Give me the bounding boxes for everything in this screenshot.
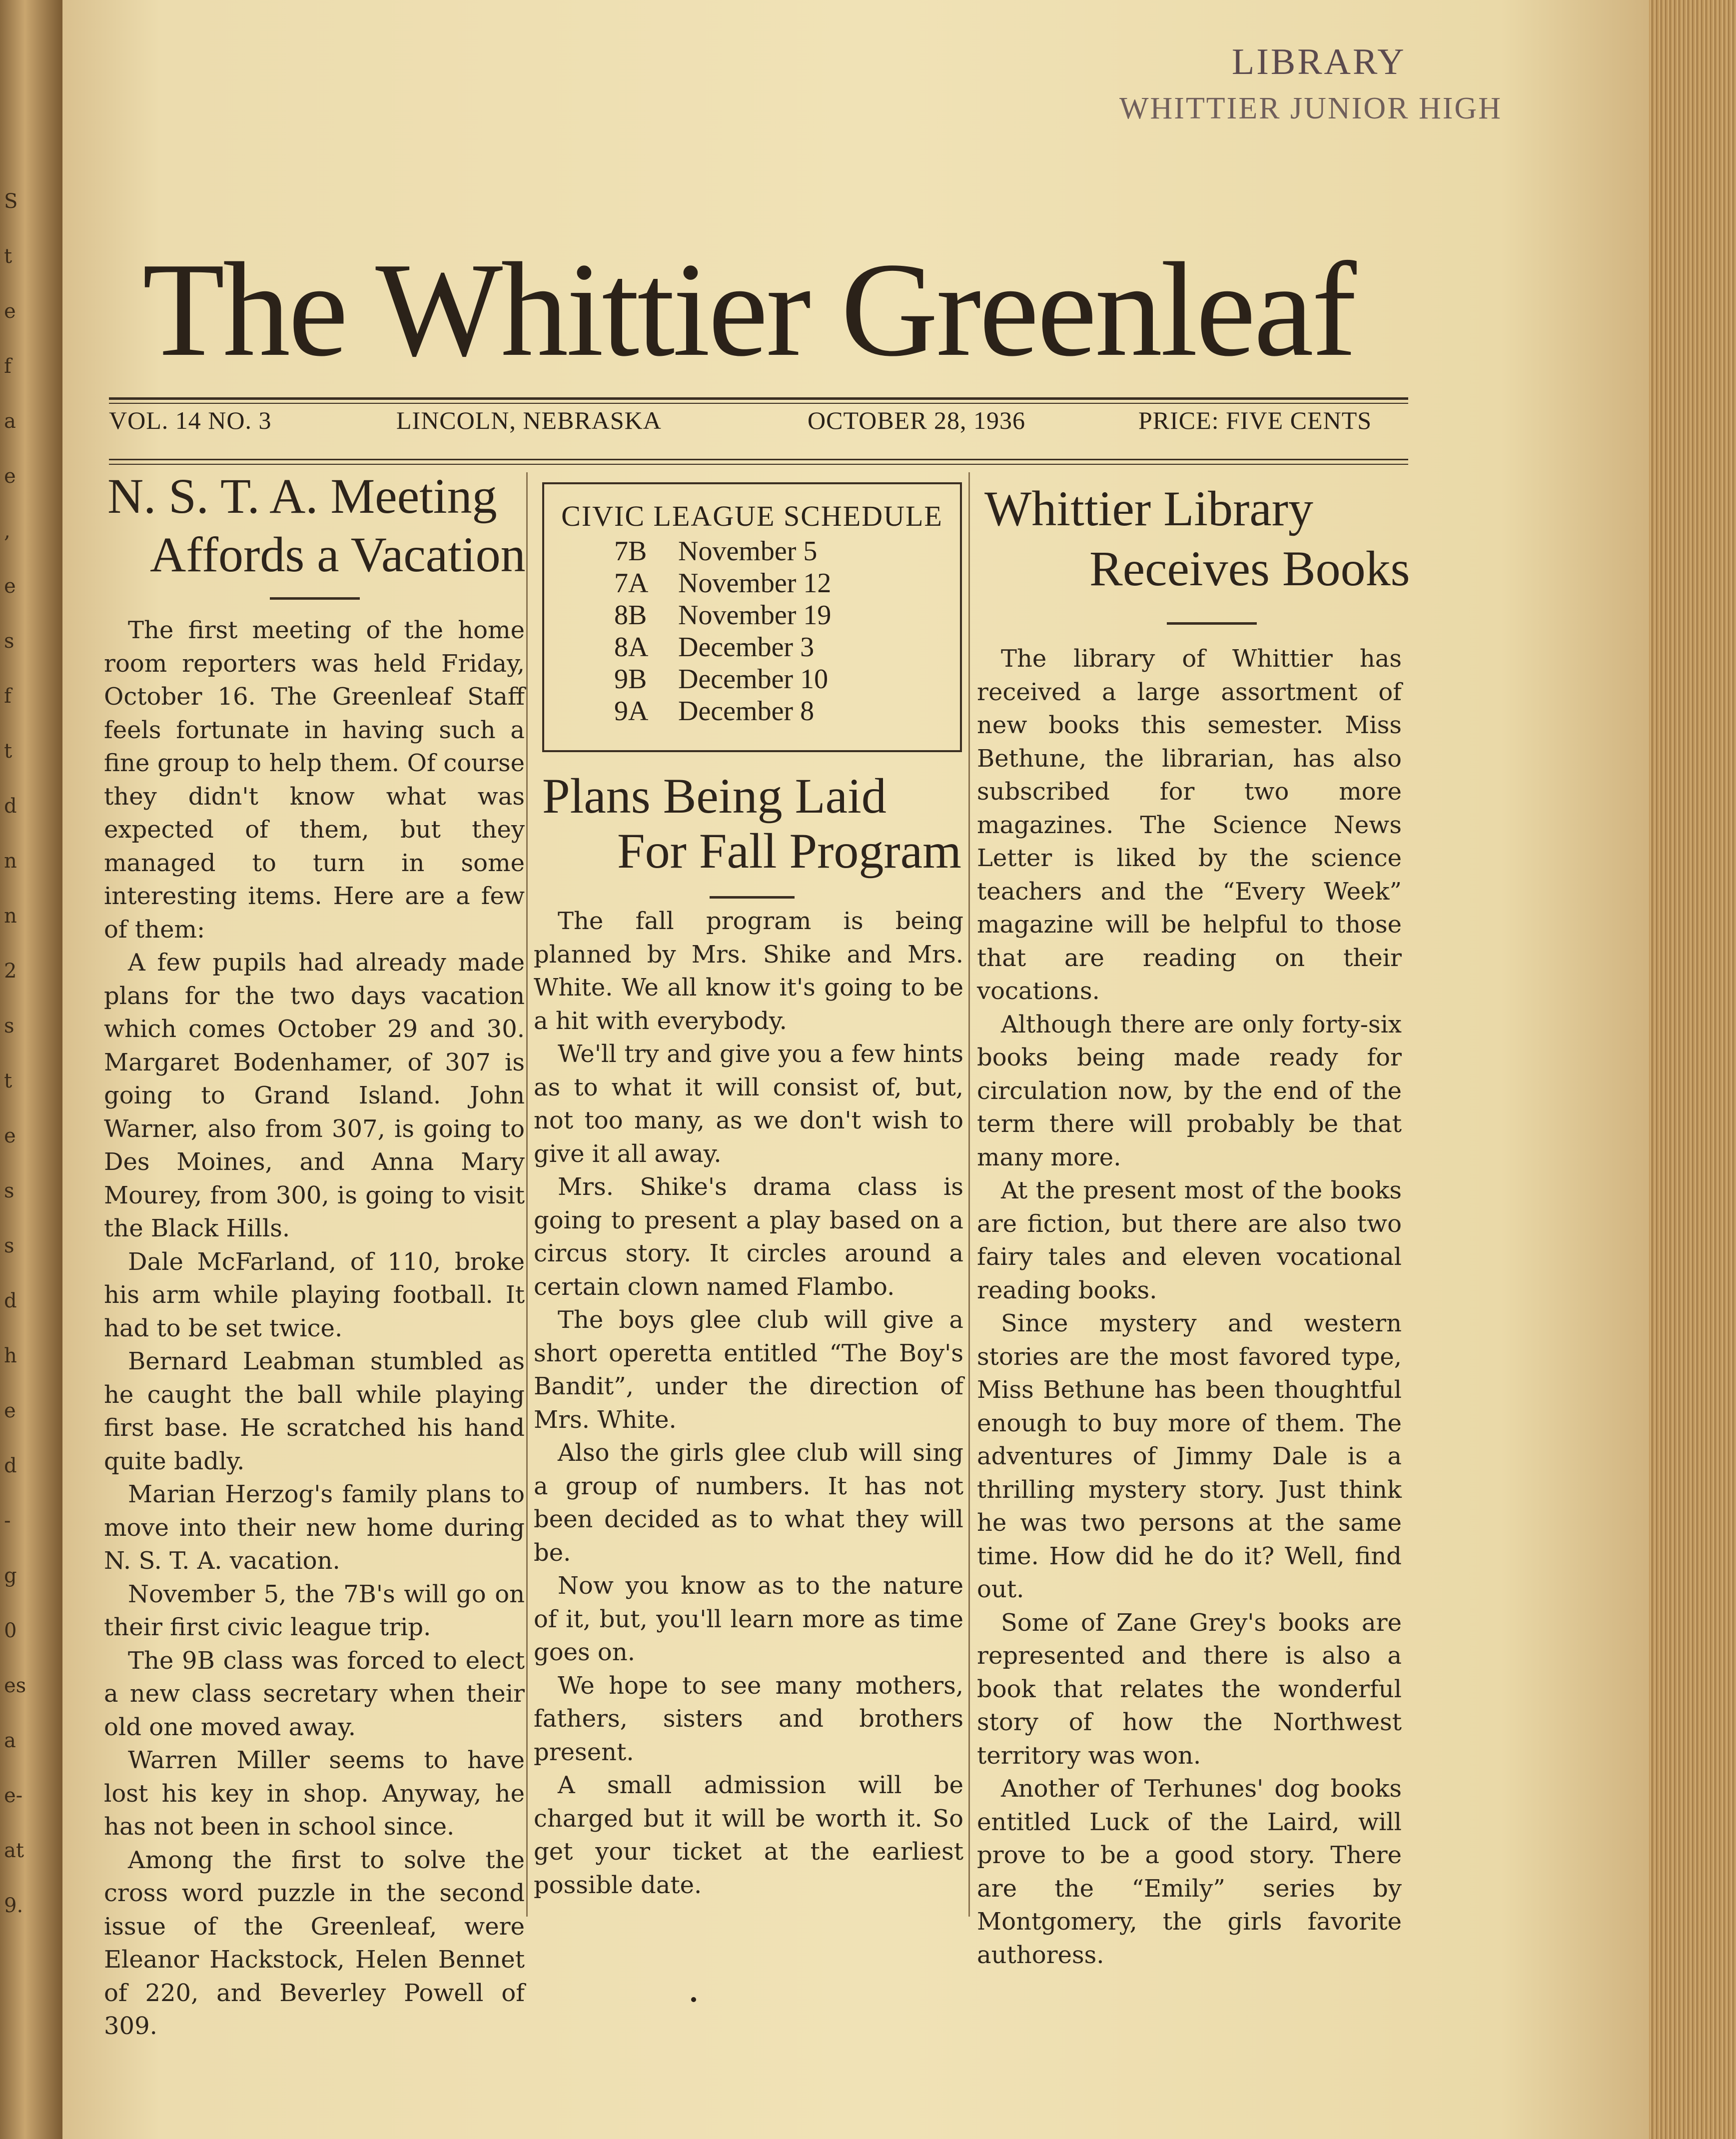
schedule-grade: 8B — [614, 600, 647, 631]
adjacent-page-letter: n — [4, 905, 17, 928]
schedule-row — [614, 535, 817, 567]
adjacent-page-letter: 9. — [4, 1894, 23, 1917]
article-program-body — [534, 905, 963, 1902]
headline-library-line2: Receives Books — [1089, 541, 1410, 596]
headline-rule-program — [710, 896, 795, 899]
schedule-grade: 8A — [614, 632, 649, 663]
adjacent-page-letter: 0 — [4, 1619, 17, 1642]
dateline-rule-bottom — [109, 459, 1408, 460]
adjacent-page-letter: e — [4, 1124, 16, 1147]
paragraph: We hope to see many mothers, fathers, sisters and brothers present. — [534, 1671, 963, 1766]
adjacent-page-letter: es — [4, 1674, 26, 1697]
adjacent-page-letter: t — [4, 245, 12, 268]
schedule-date: November 19 — [678, 600, 832, 631]
paragraph: Dale McFarland, of 110, broke his arm while playing football. It had to be set twice. — [104, 1247, 525, 1342]
masthead-rule-top — [109, 397, 1408, 400]
paragraph: A small admission will be charged but it will be worth it. So get your ticket at the earliest possible date. — [534, 1771, 963, 1899]
adjacent-page-letter: h — [4, 1344, 17, 1367]
headline-program-line2: For Fall Program — [617, 823, 961, 879]
schedule-row — [614, 695, 814, 727]
headline-nsta-line2: Affords a Vacation — [150, 527, 526, 582]
paragraph: At the present most of the books are fiction, but there are also two fairy tales and eleven vocational reading books. — [977, 1176, 1402, 1304]
dateline — [109, 406, 1408, 441]
paragraph: Another of Terhunes' dog books entitled Luck of the Laird, will prove to be a good story. There are the “Emily” series by Montgomery, the girls favorite authoress. — [977, 1775, 1402, 1969]
dateline-price: PRICE: FIVE CENTS — [1138, 406, 1372, 434]
adjacent-page-letter: n — [4, 850, 17, 873]
paragraph: Since mystery and western stories are the most favored type, Miss Bethune has been thoughtful enough to buy more of them. The adventures of Jimmy Dale is a thrilling mystery story. Just think he was two persons at the same time. How did he do it? Well, find out. — [977, 1309, 1402, 1603]
adjacent-page-letter: e — [4, 575, 16, 598]
stamp-line-school: WHITTIER JUNIOR HIGH — [1119, 91, 1502, 125]
adjacent-page-edge — [0, 0, 62, 2139]
volume-number: VOL. 14 NO. 3 — [109, 406, 272, 434]
schedule-row — [614, 599, 831, 631]
adjacent-page-letter: 2 — [4, 960, 17, 983]
paragraph: The 9B class was forced to elect a new class secretary when their old one moved away. — [104, 1646, 525, 1741]
adjacent-page-letter: a — [4, 1729, 16, 1752]
paragraph: Marian Herzog's family plans to move into their new home during N. S. T. A. vacation. — [104, 1480, 525, 1575]
adjacent-page-letter: e — [4, 1399, 16, 1422]
schedule-grade: 9B — [614, 664, 647, 695]
adjacent-page-letter: s — [4, 1234, 14, 1257]
adjacent-page-letter: e — [4, 465, 16, 488]
paragraph: Warren Miller seems to have lost his key in shop. Anyway, he has not been in school since. — [104, 1746, 525, 1841]
column-divider-1 — [526, 472, 528, 1917]
article-library-body — [977, 642, 1402, 1972]
paragraph: The library of Whittier has received a large assortment of new books this semester. Miss Bethune, the librarian, has also subscribed for two more magazines. The Science News Letter is liked by the science teachers and the “Every Week” magazine will be helpful to those that are reading on their vocations. — [977, 645, 1402, 1005]
paragraph: The fall program is being planned by Mrs. Shike and Mrs. White. We all know it's going to be a hit with everybody. — [534, 907, 963, 1035]
adjacent-page-letter: e- — [4, 1784, 23, 1807]
headline-library-line1: Whittier Library — [984, 481, 1314, 536]
paragraph: We'll try and give you a few hints as to what it will consist of, but, not too many, as we don't wish to give it all away. — [534, 1040, 963, 1168]
schedule-date: December 3 — [678, 632, 815, 663]
adjacent-page-letter: s — [4, 1179, 14, 1202]
book-fore-edge — [1649, 0, 1736, 2139]
adjacent-page-letter: e — [4, 300, 16, 323]
paragraph: The boys glee club will give a short operetta entitled “The Boy's Bandit”, under the direction of Mrs. White. — [534, 1306, 963, 1434]
paragraph: Although there are only forty-six books being made ready for circulation now, by the end of the term there will probably be that many more. — [977, 1010, 1402, 1171]
newspaper-title: The Whittier Greenleaf — [142, 235, 1355, 384]
adjacent-page-letter: d — [4, 1289, 17, 1312]
dateline-place: LINCOLN, NEBRASKA — [396, 406, 662, 434]
paragraph: Now you know as to the nature of it, but, you'll learn more as time goes on. — [534, 1572, 963, 1666]
adjacent-page-letter: f — [4, 355, 11, 378]
adjacent-page-letter: t — [4, 1070, 12, 1092]
schedule-grade: 7B — [614, 536, 647, 567]
adjacent-page-letter: S — [4, 190, 18, 213]
paragraph: A few pupils had already made plans for the two days vacation which comes October 29 and 30. Margaret Bodenhamer, of 307 is going to Grand Island. John Warner, also from 307, is going to Des Moines, and Anna Mary Mourey, from 300, is going to visit the Black Hills. — [104, 949, 525, 1242]
masthead-rule-top-thin — [109, 403, 1408, 404]
dateline-date: OCTOBER 28, 1936 — [808, 406, 1025, 434]
adjacent-page-letter: , — [4, 520, 10, 543]
schedule-date: November 5 — [678, 536, 818, 567]
stamp-line-library: LIBRARY — [1232, 41, 1406, 82]
paragraph: Bernard Leabman stumbled as he caught the ball while playing first base. He scratched his hand quite badly. — [104, 1347, 525, 1475]
schedule-date: December 8 — [678, 696, 815, 727]
page-speck — [691, 1997, 696, 2002]
headline-program-line1: Plans Being Laid — [542, 768, 886, 824]
headline-rule-nsta — [270, 597, 360, 600]
library-stamp — [1089, 41, 1569, 141]
schedule-grade: 7A — [614, 568, 649, 599]
civic-league-title: CIVIC LEAGUE SCHEDULE — [561, 500, 943, 532]
adjacent-page-letter: s — [4, 630, 14, 653]
adjacent-page-letter: g — [4, 1564, 17, 1587]
paragraph: Also the girls glee club will sing a group of numbers. It has not been decided as to what they will be. — [534, 1439, 963, 1567]
adjacent-page-letter: s — [4, 1015, 14, 1038]
paragraph: Some of Zane Grey's books are represented and there is also a book that relates the wonderful story of how the Northwest territory was won. — [977, 1608, 1402, 1770]
paragraph: The first meeting of the home room reporters was held Friday, October 16. The Greenleaf Staff feels fortunate in having such a fine group to help them. Of course they didn't know what was expected of them, but they managed to turn in some interesting items. Here are a few of them: — [104, 616, 525, 944]
adjacent-page-letter: f — [4, 685, 11, 708]
schedule-row — [614, 567, 831, 599]
civic-league-schedule-box — [542, 482, 962, 752]
adjacent-page-letter: at — [4, 1839, 24, 1862]
schedule-row — [614, 663, 828, 695]
paragraph: Among the first to solve the cross word puzzle in the second issue of the Greenleaf, were Eleanor Hackstock, Helen Bennet of 220, and Beverley Powell of 309. — [104, 1846, 525, 2040]
schedule-date: December 10 — [678, 664, 829, 695]
paragraph: November 5, the 7B's will go on their first civic league trip. — [104, 1580, 525, 1641]
adjacent-page-letter: - — [4, 1509, 11, 1532]
headline-rule-library — [1167, 622, 1257, 625]
schedule-row — [614, 631, 814, 663]
headline-nsta-line1: N. S. T. A. Meeting — [107, 468, 497, 524]
adjacent-page-letter: d — [4, 1454, 17, 1477]
article-nsta-body — [104, 614, 525, 2043]
column-divider-2 — [968, 472, 970, 1917]
adjacent-page-letter: t — [4, 740, 12, 763]
adjacent-page-letter: a — [4, 410, 16, 433]
dateline-rule-bottom-2 — [109, 464, 1408, 465]
schedule-date: November 12 — [678, 568, 832, 599]
paragraph: Mrs. Shike's drama class is going to present a play based on a circus story. It circles around a certain clown named Flambo. — [534, 1173, 963, 1301]
schedule-grade: 9A — [614, 696, 649, 727]
adjacent-page-letter: d — [4, 795, 17, 818]
